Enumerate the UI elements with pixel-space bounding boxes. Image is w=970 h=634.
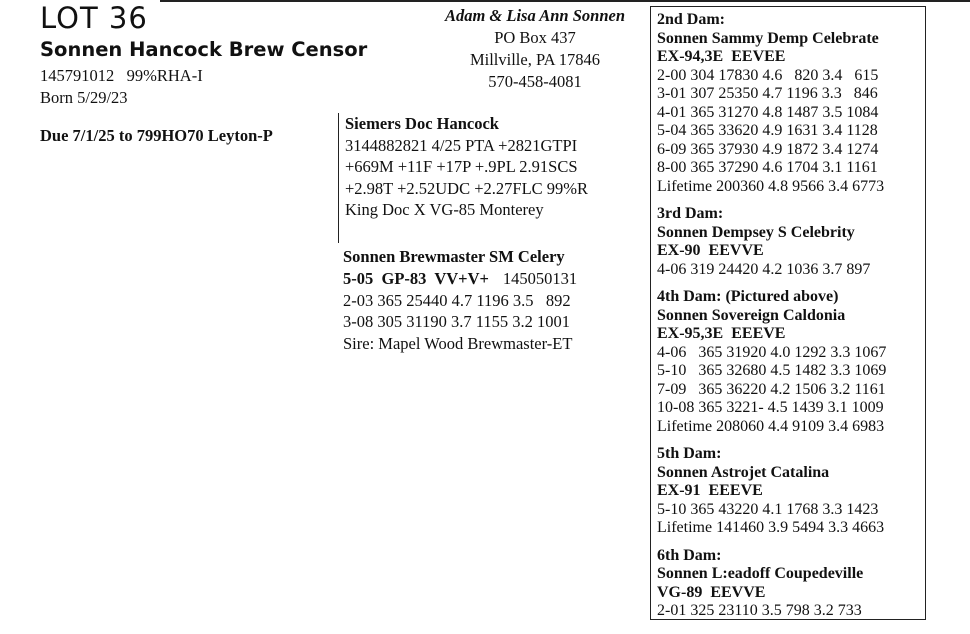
dam-record: 7-09 365 36220 4.2 1506 3.2 1161: [657, 380, 886, 398]
born-date: Born 5/29/23: [40, 88, 128, 107]
owner-phone: 570-458-4081: [488, 72, 582, 91]
dam-classification: VG-89 EEVVE: [657, 583, 766, 601]
dam-record: 6-09 365 37930 4.9 1872 3.4 1274: [657, 140, 879, 158]
dam-section-3: [657, 205, 925, 279]
sire-name: Siemers Doc Hancock: [345, 114, 499, 133]
dam-record: 4-06 365 31920 4.0 1292 3.3 1067: [657, 343, 887, 361]
dam-name: Sonnen Sovereign Caldonia: [657, 306, 846, 324]
dam-sire: Sire: Mapel Wood Brewmaster-ET: [343, 334, 573, 354]
dam-heading: 2nd Dam:: [657, 11, 726, 28]
dam-lifetime: Lifetime 200360 4.8 9566 3.4 6773: [657, 177, 885, 195]
dam-block: [343, 246, 643, 355]
sire-line: King Doc X VG-85 Monterey: [345, 200, 544, 219]
registration-line: 145791012 99%RHA-I: [40, 66, 203, 85]
maternal-dams-box: [650, 6, 926, 620]
sire-block: [338, 113, 645, 243]
owner-name: Adam & Lisa Ann Sonnen: [444, 6, 626, 25]
dam-classification: 5-05 GP-83 VV+V+: [343, 268, 489, 288]
dam-class-row: [343, 268, 643, 290]
dam-name: Sonnen Sammy Demp Celebrate: [657, 29, 879, 47]
dam-record: 2-03 365 25440 4.7 1196 3.5 892: [343, 290, 571, 310]
dam-record: 3-08 305 31190 3.7 1155 3.2 1001: [343, 312, 571, 332]
dam-record: 10-08 365 3221- 4.5 1439 3.1 1009: [657, 399, 884, 416]
dam-lifetime: Lifetime 208060 4.4 9109 3.4 6983: [657, 417, 885, 435]
dam-section-2: [657, 11, 925, 196]
dam-section-4: [657, 288, 925, 436]
dam-classification: EX-91 EEEVE: [657, 482, 763, 499]
sire-line: 3144882821 4/25 PTA +2821GTPI: [345, 135, 578, 155]
dam-name: Sonnen L:eadoff Coupedeville: [657, 565, 864, 582]
dam-heading: 5th Dam:: [657, 445, 722, 462]
dam-name: Sonnen Astrojet Catalina: [657, 463, 830, 481]
dam-heading: 3rd Dam:: [657, 205, 724, 222]
dam-heading: 4th Dam: (Pictured above): [657, 288, 839, 305]
lot-number: LOT 36: [40, 1, 148, 35]
sire-line: +2.98T +2.52UDC +2.27FLC 99%R: [345, 178, 589, 198]
dam-classification: EX-95,3E EEEVE: [657, 325, 786, 342]
dam-record: 3-01 307 25350 4.7 1196 3.3 846: [657, 85, 878, 102]
dam-lifetime: Lifetime 141460 3.9 5494 3.3 4663: [657, 519, 885, 536]
dam-record: 2-00 304 17830 4.6 820 3.4 615: [657, 66, 879, 84]
owner-address-1: PO Box 437: [494, 28, 576, 47]
due-date: Due 7/1/25 to 799HO70 Leyton-P: [40, 126, 273, 145]
dam-record: 4-06 319 24420 4.2 1036 3.7 897: [657, 260, 871, 278]
dam-classification: EX-90 EEVVE: [657, 242, 764, 259]
dam-heading: 6th Dam:: [657, 546, 722, 564]
dam-section-6: [657, 547, 925, 621]
animal-info: [40, 65, 203, 109]
dam-record: 5-10 365 43220 4.1 1768 3.3 1423: [657, 500, 879, 518]
dam-section-5: [657, 445, 925, 538]
owner-address-2: Millville, PA 17846: [469, 50, 601, 69]
dam-record: 5-04 365 33620 4.9 1631 3.4 1128: [657, 122, 878, 139]
dam-registration: 145050131: [502, 268, 578, 288]
sire-line: +669M +11F +17P +.9PL 2.91SCS: [345, 157, 578, 176]
dam-record: 4-01 365 31270 4.8 1487 3.5 1084: [657, 103, 879, 121]
dam-name: Sonnen Brewmaster SM Celery: [343, 247, 565, 266]
owner-block: [380, 5, 690, 93]
dam-classification: EX-94,3E EEVEE: [657, 48, 786, 65]
dam-record: 8-00 365 37290 4.6 1704 3.1 1161: [657, 159, 878, 176]
dam-name: Sonnen Dempsey S Celebrity: [657, 223, 855, 241]
dam-record: 2-01 325 23110 3.5 798 3.2 733: [657, 602, 862, 619]
dam-record: 5-10 365 32680 4.5 1482 3.3 1069: [657, 362, 887, 379]
animal-name: Sonnen Hancock Brew Censor: [40, 38, 368, 61]
top-rule: [160, 0, 970, 2]
